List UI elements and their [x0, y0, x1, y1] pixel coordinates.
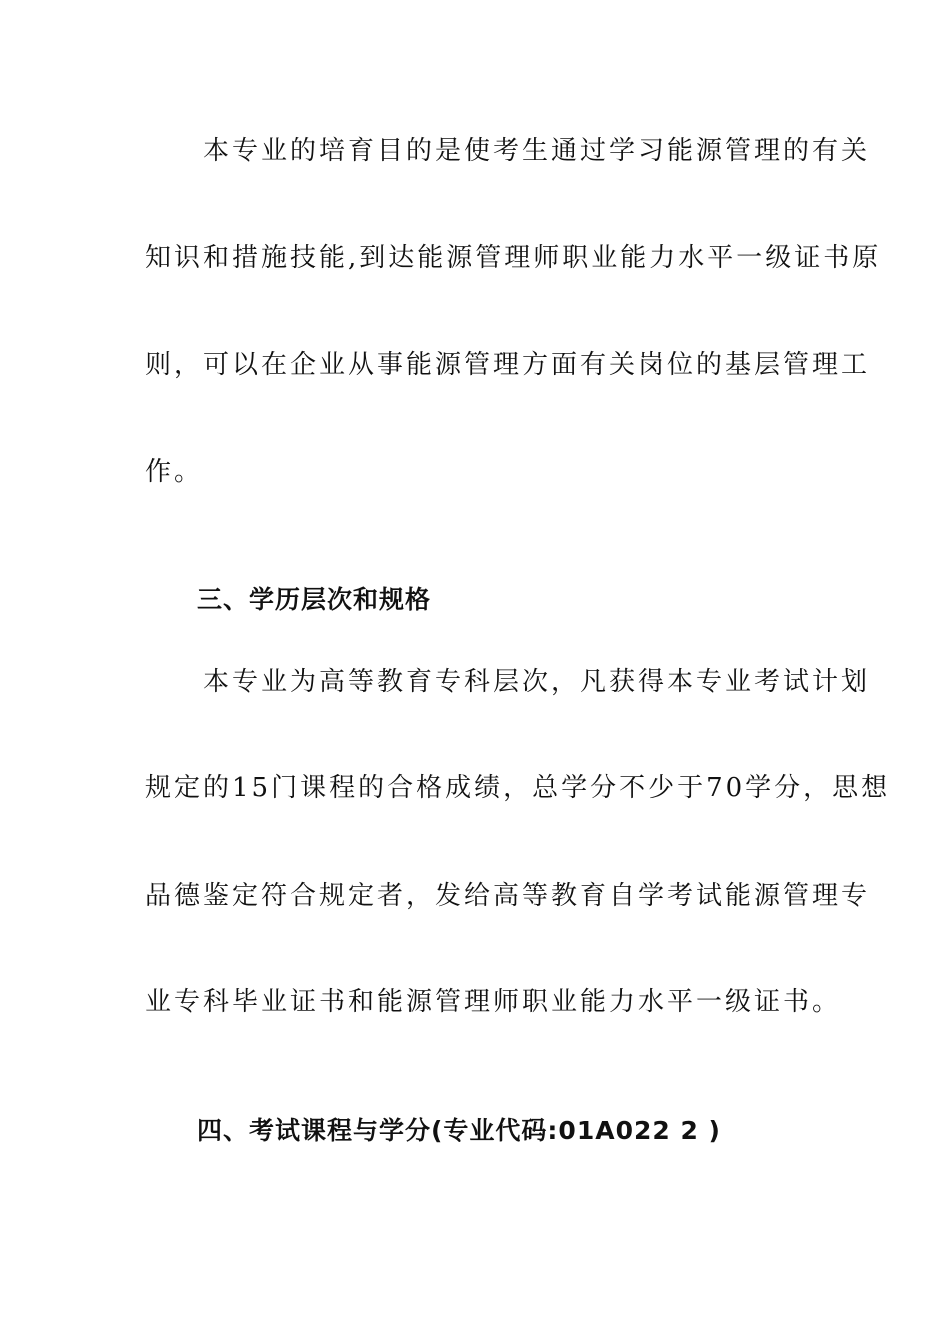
paragraph-line: 知识和措施技能,到达能源管理师职业能力水平一级证书原: [145, 243, 882, 273]
paragraph-line: 作。: [145, 457, 204, 487]
paragraph-line: 本专业的培育目的是使考生通过学习能源管理的有关: [145, 136, 871, 166]
section-heading-three: 三、学历层次和规格: [197, 585, 432, 614]
paragraph-line: 品德鉴定符合规定者，发给高等教育自学考试能源管理专: [145, 881, 871, 911]
section-heading-four: 四、考试课程与学分(专业代码:01A022 2 ): [197, 1116, 721, 1145]
paragraph-line: 本专业为高等教育专科层次，凡获得本专业考试计划: [145, 667, 871, 697]
paragraph-line: 业专科毕业证书和能源管理师职业能力水平一级证书。: [145, 987, 842, 1017]
paragraph-line: 规定的15门课程的合格成绩，总学分不少于70学分，思想: [145, 773, 891, 803]
paragraph-line: 则，可以在企业从事能源管理方面有关岗位的基层管理工: [145, 350, 871, 380]
